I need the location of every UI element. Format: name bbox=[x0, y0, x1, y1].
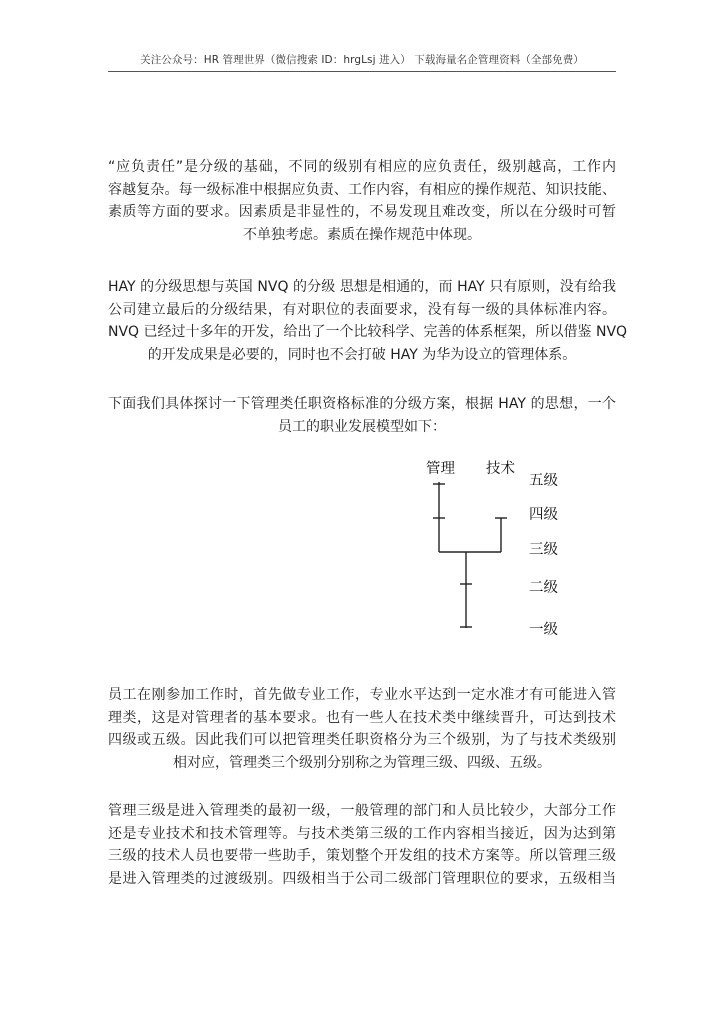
level-label-3: 三级 bbox=[529, 542, 558, 558]
paragraph-model-intro bbox=[108, 393, 616, 438]
branch-label-technical: 技术 bbox=[486, 461, 515, 477]
text-line: 下面我们具体探讨一下管理类任职资格标准的分级方案，根据 HAY 的思想，一个 bbox=[108, 396, 616, 412]
paragraph-responsibility bbox=[108, 156, 616, 247]
paragraph-management-level3 bbox=[108, 800, 616, 891]
text-line: 四级或五级。因此我们可以把管理类任职资格分为三个级别，为了与技术类级别 bbox=[108, 732, 616, 749]
level-label-2: 二级 bbox=[529, 580, 558, 596]
text-line: 还是专业技术和技术管理等。与技术类第三级的工作内容相当接近，因为达到第 bbox=[108, 825, 616, 842]
text-line: 是进入管理类的过渡级别。四级相当于公司二级部门管理职位的要求，五级相当 bbox=[108, 871, 616, 888]
text-line: 相对应，管理类三个级别分别称之为管理三级、四级、五级。 bbox=[173, 755, 551, 772]
text-line: NVQ 已经过十多年的开发，给出了一个比较科学、完善的体系框架，所以借鉴 NVQ bbox=[108, 324, 628, 341]
text-line: 员工在刚参加工作时，首先做专业工作，专业水平达到一定水准才有可能进入管 bbox=[108, 687, 616, 703]
text-line: 公司建立最后的分级结果，有对职位的表面要求，没有每一级的具体标准内容。 bbox=[108, 301, 616, 318]
text-line: 容越复杂。每一级标准中根据应负责、工作内容，有相应的操作规范、知识技能、 bbox=[108, 181, 616, 198]
level-label-5: 五级 bbox=[529, 473, 558, 489]
level-label-4: 四级 bbox=[529, 507, 558, 523]
page-header: 关注公众号：HR 管理世界（微信搜索 ID：hrgLsj 进入） 下载海量名企管理资料（全部免费） bbox=[140, 54, 584, 66]
text-line: 员工的职业发展模型如下： bbox=[278, 418, 446, 435]
text-line: 不单独考虑。素质在操作规范中体现。 bbox=[243, 227, 481, 244]
paragraph-career-start bbox=[108, 684, 616, 775]
text-line: “应负责任”是分级的基础，不同的级别有相应的应负责任，级别越高，工作内 bbox=[108, 159, 616, 175]
text-line: 管理三级是进入管理类的最初一级，一般管理的部门和人员比较少，大部分工作 bbox=[108, 803, 616, 819]
header-divider bbox=[108, 71, 616, 72]
paragraph-hay-nvq bbox=[108, 276, 628, 367]
career-development-diagram bbox=[412, 454, 572, 644]
branch-label-management: 管理 bbox=[426, 461, 455, 477]
text-line: HAY 的分级思想与英国 NVQ 的分级 思想是相通的，而 HAY 只有原则，没有给我 bbox=[108, 279, 616, 295]
text-line: 三级的技术人员也要带一些助手，策划整个开发组的技术方案等。所以管理三级 bbox=[108, 848, 616, 865]
text-line: 的开发成果是必要的，同时也不会打破 HAY 为华为设立的管理体系。 bbox=[147, 347, 577, 364]
text-line: 理类，这是对管理者的基本要求。也有一些人在技术类中继续晋升，可达到技术 bbox=[108, 709, 616, 726]
text-line: 素质等方面的要求。因素质是非显性的，不易发现且难改变，所以在分级时可暂 bbox=[108, 204, 616, 221]
level-label-1: 一级 bbox=[529, 622, 558, 638]
